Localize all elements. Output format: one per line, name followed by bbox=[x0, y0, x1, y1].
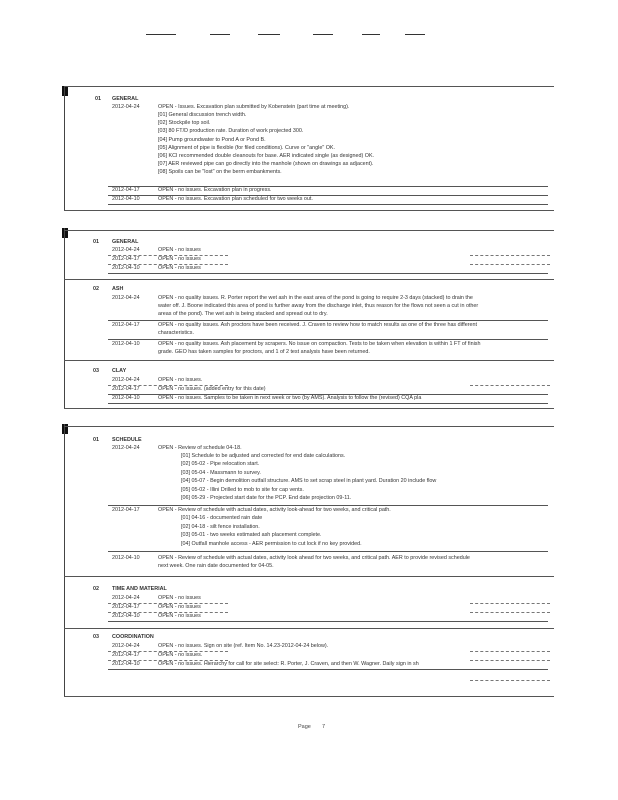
subsection-number: 03 bbox=[93, 634, 99, 640]
entry-date: 2012-04-24 bbox=[112, 247, 140, 253]
entry-text: OPEN - no issues. Hierarchy for call for site select: R. Porter, J. Craven, and then W. Wagner. Daily sign in sh bbox=[158, 661, 419, 667]
entry-date: 2012-04-24 bbox=[112, 595, 140, 601]
list-item: [02] 05-02 - Pipe relocation start. bbox=[181, 461, 260, 467]
entry-text: OPEN - no issues. Excavation plan scheduled for two weeks out. bbox=[158, 196, 313, 202]
row-divider bbox=[470, 680, 550, 681]
entry-text: characteristics. bbox=[158, 330, 194, 336]
row-divider bbox=[108, 505, 548, 506]
entry-date: 2012-04-10 bbox=[112, 395, 140, 401]
entry-text: OPEN - no quality issues. R. Porter report the wet ash in the east area of the pond is going to require 2-3 days (stacked) to drain the bbox=[158, 295, 473, 301]
entry-text: next week. One rain date documented for 04-05. bbox=[158, 563, 274, 569]
entry-text: OPEN - no issues. Excavation plan in progress. bbox=[158, 187, 272, 193]
entry-text: OPEN - no issues bbox=[158, 595, 201, 601]
subsection-divider bbox=[64, 628, 554, 629]
subsection-title: SCHEDULE bbox=[112, 437, 142, 443]
section-border-left bbox=[64, 424, 65, 696]
entry-date: 2012-04-24 bbox=[112, 643, 140, 649]
section-border-left bbox=[64, 86, 65, 210]
row-divider bbox=[108, 339, 548, 340]
entry-text: OPEN - no quality issues. Ash proctors have been received. J. Craven to review how to match results as one of the three has different bbox=[158, 322, 478, 328]
subsection-number: 02 bbox=[93, 586, 99, 592]
entry-text: OPEN - no issues. bbox=[158, 652, 203, 658]
list-item: [06] 05-29 - Projected start date for the PCP. End date projection 09-11. bbox=[181, 495, 352, 501]
section-tab-marker bbox=[62, 86, 68, 96]
entry-date: 2012-04-10 bbox=[112, 555, 140, 561]
entry-date: 2012-04-17 bbox=[112, 256, 140, 262]
row-divider bbox=[108, 621, 548, 622]
section-border-bottom bbox=[64, 210, 554, 211]
row-divider bbox=[470, 612, 550, 613]
row-divider bbox=[470, 385, 550, 386]
row-divider bbox=[470, 603, 550, 604]
subsection-divider bbox=[64, 576, 554, 577]
row-divider bbox=[108, 551, 548, 552]
row-divider bbox=[108, 320, 548, 321]
entry-text: OPEN - Review of schedule with actual dates, activity look-ahead for two weeks, and critical path. bbox=[158, 507, 391, 513]
subsection-number: 02 bbox=[93, 286, 99, 292]
entry-date: 2012-04-17 bbox=[112, 322, 140, 328]
list-item: [01] Schedule to be adjusted and corrected for end date calculations. bbox=[181, 453, 346, 459]
list-item: [05] Alignment of pipe is flexible (for filed conditions). Curve or "angle" OK. bbox=[158, 145, 336, 151]
subsection-title: ASH bbox=[112, 286, 124, 292]
entry-date: 2012-04-10 bbox=[112, 265, 140, 271]
entry-text: OPEN - no issues bbox=[158, 256, 201, 262]
row-divider bbox=[108, 204, 548, 205]
section-border-bottom bbox=[64, 408, 554, 409]
list-item: [02] 04-18 - silt fence installation. bbox=[181, 524, 260, 530]
row-divider bbox=[108, 669, 548, 670]
list-item: [05] 05-02 - Illini Drilled to mob to site for cap vents. bbox=[181, 487, 304, 493]
entry-text: OPEN - no quality issues. Ash placement by scrapers. No issue on compaction. Tests to be taken when elevation is within 1 FT of finish bbox=[158, 341, 481, 347]
entry-text: OPEN - no issues bbox=[158, 247, 201, 253]
subsection-number: 01 bbox=[93, 239, 99, 245]
row-divider bbox=[108, 403, 548, 404]
entry-date: 2012-04-24 bbox=[112, 104, 140, 110]
entry-text: OPEN - Review of schedule 04-18. bbox=[158, 445, 242, 451]
section-border-top bbox=[64, 86, 554, 87]
entry-text: OPEN - no issues. bbox=[158, 377, 203, 383]
entry-date: 2012-04-24 bbox=[112, 377, 140, 383]
row-divider bbox=[470, 264, 550, 265]
subsection-title: COORDINATION bbox=[112, 634, 154, 640]
list-item: [04] Pump groundwater to Pond A or Pond B. bbox=[158, 137, 266, 143]
list-item: [03] 80 FT/D production rate. Duration of work projected 300. bbox=[158, 128, 304, 134]
header-rule bbox=[258, 34, 280, 35]
entry-date: 2012-04-24 bbox=[112, 295, 140, 301]
subsection-title: CLAY bbox=[112, 368, 127, 374]
list-item: [04] Outfall manhole access - AER permission to cut lock if no key provided. bbox=[181, 541, 362, 547]
section-border-left bbox=[64, 228, 65, 408]
page-number: 7 bbox=[322, 724, 326, 730]
list-item: [03] 05-04 - Massmann to survey. bbox=[181, 470, 261, 476]
list-item: [04] 05-07 - Begin demolition outfall structure. AMS to set scrap steel in plant yard. Duration 20 include flow bbox=[181, 478, 437, 484]
list-item: [06] KCI recommended double cleanouts for base. AER indicated single (as designed) OK. bbox=[158, 153, 375, 159]
subsection-title: GENERAL bbox=[112, 239, 139, 245]
entry-date: 2012-04-10 bbox=[112, 661, 140, 667]
subsection-divider bbox=[64, 279, 554, 280]
header-rule bbox=[313, 34, 333, 35]
row-divider bbox=[108, 273, 548, 274]
section-number: 01 bbox=[95, 96, 101, 102]
list-item: [08] Spoils can be "lost" on the berm embankments. bbox=[158, 169, 282, 175]
page-label: Page bbox=[298, 724, 311, 730]
list-item: [01] General discussion trench width. bbox=[158, 112, 247, 118]
header-rule bbox=[210, 34, 230, 35]
subsection-divider bbox=[64, 360, 554, 361]
subsection-number: 01 bbox=[93, 437, 99, 443]
section-border-top bbox=[64, 426, 554, 427]
entry-date: 2012-04-24 bbox=[112, 445, 140, 451]
section-border-bottom bbox=[64, 696, 554, 697]
row-divider bbox=[470, 255, 550, 256]
entry-date: 2012-04-17 bbox=[112, 507, 140, 513]
entry-text: OPEN - no issues bbox=[158, 613, 201, 619]
entry-date: 2012-04-10 bbox=[112, 341, 140, 347]
subsection-number: 03 bbox=[93, 368, 99, 374]
entry-date: 2012-04-17 bbox=[112, 604, 140, 610]
row-divider bbox=[470, 660, 550, 661]
list-item: [02] Stockpile top soil. bbox=[158, 120, 211, 126]
entry-text: OPEN - no issues. Sign on site (ref. Item No. 14.23-2012-04-24 below). bbox=[158, 643, 329, 649]
entry-date: 2012-04-17 bbox=[112, 187, 140, 193]
list-item: [03] 05-01 - two weeks estimated ash placement complete. bbox=[181, 532, 322, 538]
entry-text: OPEN - Review of schedule with actual dates, activity look ahead for two weeks, and critical path. AER to provide revised schedule bbox=[158, 555, 470, 561]
entry-text: OPEN - no issues. Samples to be taken in next week or two (by AMS). Analysis to follow the (revised) CQA pla bbox=[158, 395, 422, 401]
section-border-top bbox=[64, 230, 554, 231]
row-divider bbox=[470, 651, 550, 652]
header-rule bbox=[146, 34, 176, 35]
entry-date: 2012-04-10 bbox=[112, 613, 140, 619]
entry-text: OPEN - Issues. Excavation plan submitted by Kobenstein (part time at meeting). bbox=[158, 104, 350, 110]
entry-text: OPEN - no issues. (added entry for this date) bbox=[158, 386, 266, 392]
entry-text: water off. J. Boone indicated this area of pond is further away from the discharge inlet, thus reason for the flows not seen a cut in other bbox=[158, 303, 479, 309]
entry-text: OPEN - no issues bbox=[158, 265, 201, 271]
list-item: [07] AER reviewed pipe can go directly into the manhole (shown on drawings as adjacent). bbox=[158, 161, 374, 167]
entry-date: 2012-04-17 bbox=[112, 386, 140, 392]
entry-text: grade. GEO has taken samples for proctors, and 1 of 2 test analysis have been returned. bbox=[158, 349, 370, 355]
entry-text: OPEN - no issues bbox=[158, 604, 201, 610]
entry-text: areas of the pond). The wet ash is being stacked and spread out to dry. bbox=[158, 311, 328, 317]
header-rule bbox=[405, 34, 425, 35]
header-rule bbox=[362, 34, 380, 35]
entry-date: 2012-04-17 bbox=[112, 652, 140, 658]
list-item: [01] 04-16 - documented rain date bbox=[181, 515, 263, 521]
subsection-title: TIME AND MATERIAL bbox=[112, 586, 167, 592]
entry-date: 2012-04-10 bbox=[112, 196, 140, 202]
section-title: GENERAL bbox=[112, 96, 139, 102]
